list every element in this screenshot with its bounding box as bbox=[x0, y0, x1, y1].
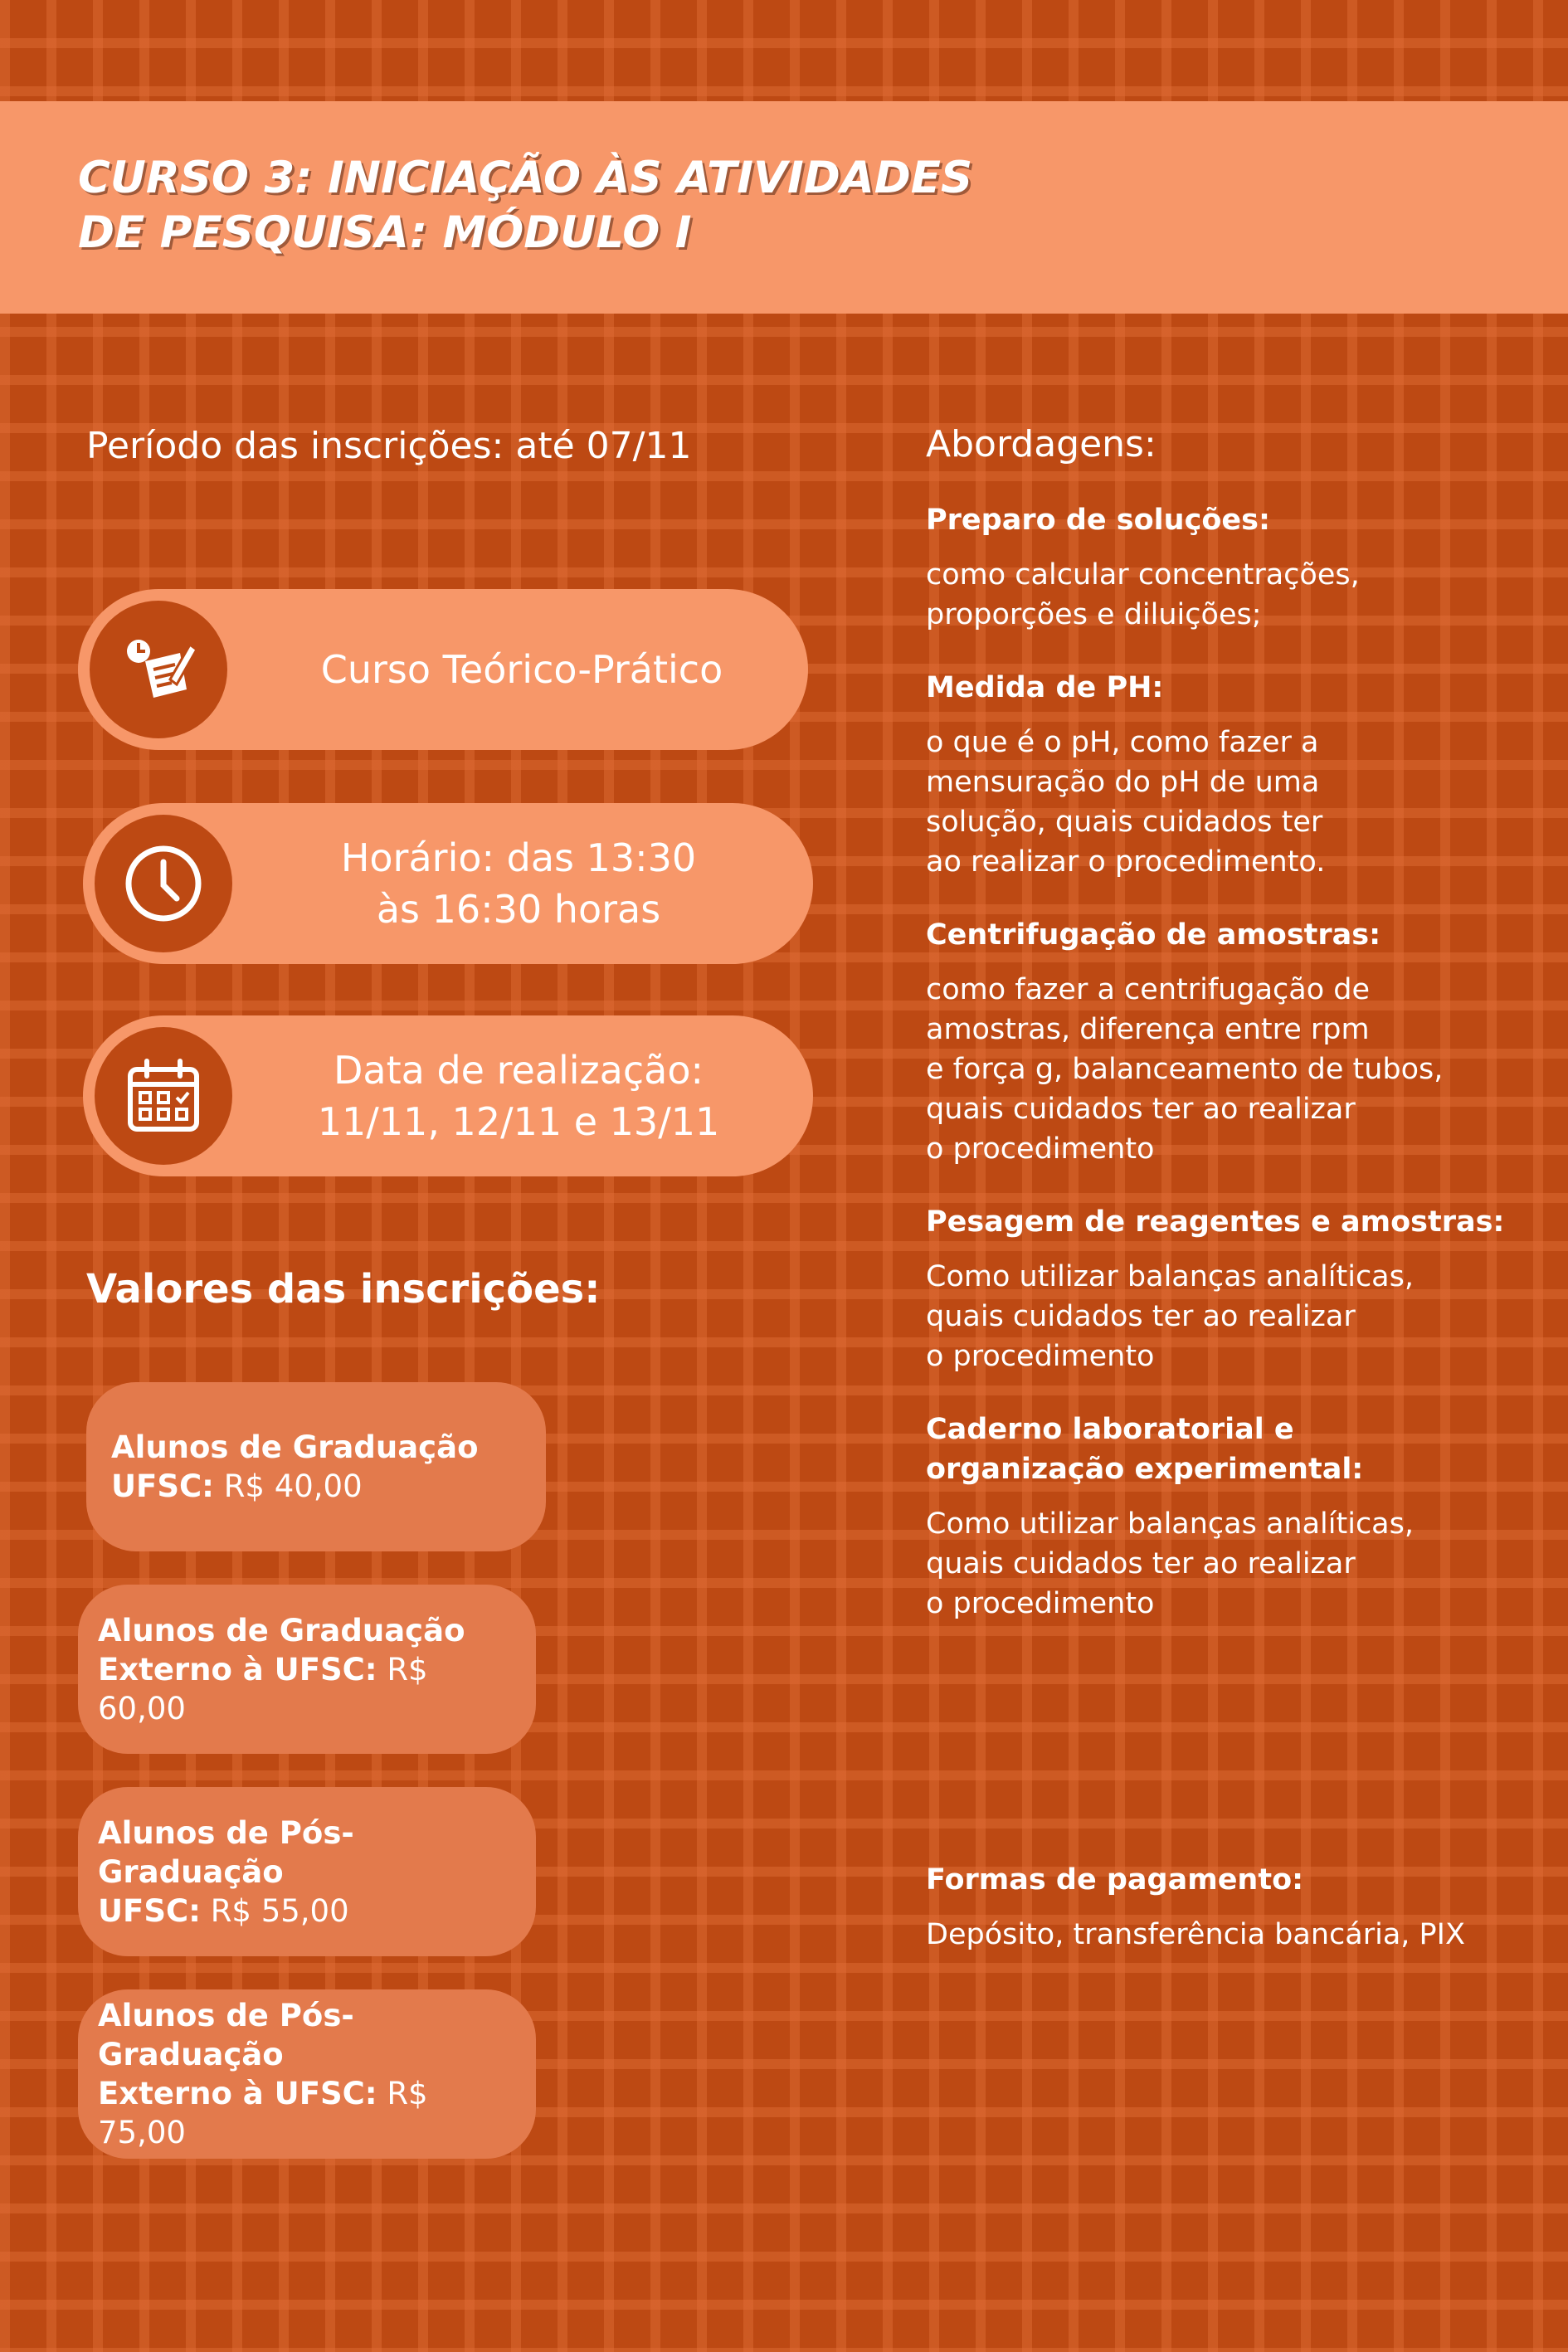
clock-icon bbox=[95, 815, 232, 952]
topic-body-line: o procedimento bbox=[926, 1132, 1155, 1166]
price-label-line-1: Alunos de Graduação bbox=[111, 1429, 479, 1465]
topic-title: Medida de PH: bbox=[926, 671, 1164, 704]
topic-body-line: ao realizar o procedimento. bbox=[926, 845, 1326, 879]
price-label-line-2: Externo à UFSC: bbox=[98, 2076, 377, 2111]
page-title-line-2: DE PESQUISA: MÓDULO I bbox=[78, 207, 692, 258]
price-label-line-1: Alunos de Pós-Graduação bbox=[98, 1814, 354, 1890]
topic-weighing bbox=[926, 1202, 1548, 1376]
topic-title: Caderno laboratorial e bbox=[926, 1413, 1294, 1446]
payment-body: Depósito, transferência bancária, PIX bbox=[926, 1918, 1465, 1951]
date-pill bbox=[83, 1015, 813, 1176]
topic-body-line: solução, quais cuidados ter bbox=[926, 806, 1323, 839]
course-type-text: Curso Teórico-Prático bbox=[320, 647, 723, 692]
topic-body-line: quais cuidados ter ao realizar bbox=[926, 1300, 1356, 1333]
price-card-pos-ufsc bbox=[78, 1787, 536, 1956]
price-value: R$ 40,00 bbox=[223, 1468, 363, 1504]
topic-title: Centrifugação de amostras: bbox=[926, 918, 1381, 952]
topic-body-line: Como utilizar balanças analíticas, bbox=[926, 1260, 1414, 1293]
title-banner bbox=[0, 101, 1568, 314]
topic-body-line: o procedimento bbox=[926, 1340, 1155, 1373]
price-label-line-1: Alunos de Pós-Graduação bbox=[98, 1998, 354, 2072]
registration-period: Período das inscrições: até 07/11 bbox=[86, 425, 692, 467]
calendar-icon bbox=[95, 1027, 232, 1165]
notebook-pen-icon bbox=[90, 601, 227, 738]
topic-lab-notebook bbox=[926, 1410, 1548, 1624]
topic-title: organização experimental: bbox=[926, 1453, 1364, 1486]
price-value: R$ 60,00 bbox=[98, 1651, 428, 1726]
topic-body-line: mensuração do pH de uma bbox=[926, 766, 1320, 799]
topic-title: Pesagem de reagentes e amostras: bbox=[926, 1205, 1505, 1239]
topic-centrifugation bbox=[926, 915, 1548, 1169]
date-line-1: Data de realização: bbox=[334, 1048, 704, 1093]
topic-body-line: proporções e diluições; bbox=[926, 598, 1262, 631]
price-card-grad-ufsc bbox=[86, 1382, 546, 1551]
course-type-pill bbox=[78, 589, 808, 750]
page-title-line-1: CURSO 3: INICIAÇÃO ÀS ATIVIDADES bbox=[78, 153, 973, 203]
topic-body-line: e força g, balanceamento de tubos, bbox=[926, 1053, 1444, 1086]
topic-ph bbox=[926, 668, 1548, 882]
topic-title: Preparo de soluções: bbox=[926, 504, 1270, 537]
price-value: R$ 55,00 bbox=[210, 1892, 349, 1929]
date-line-2: 11/11, 12/11 e 13/11 bbox=[317, 1099, 720, 1144]
topic-body-line: amostras, diferença entre rpm bbox=[926, 1013, 1370, 1046]
schedule-pill bbox=[83, 803, 813, 964]
topic-solutions bbox=[926, 500, 1548, 635]
values-heading: Valores das inscrições: bbox=[86, 1266, 601, 1312]
payment-section bbox=[926, 1860, 1556, 1988]
price-label-line-2: UFSC: bbox=[111, 1468, 214, 1504]
price-label-line-2: UFSC: bbox=[98, 1892, 201, 1929]
price-label-line-1: Alunos de Graduação bbox=[98, 1612, 465, 1648]
topic-body-line: o procedimento bbox=[926, 1587, 1155, 1620]
payment-title: Formas de pagamento: bbox=[926, 1863, 1304, 1897]
topic-body-line: quais cuidados ter ao realizar bbox=[926, 1093, 1356, 1126]
price-card-grad-external bbox=[78, 1585, 536, 1754]
topic-body-line: como fazer a centrifugação de bbox=[926, 973, 1370, 1006]
schedule-line-1: Horário: das 13:30 bbox=[340, 835, 697, 880]
topics-column bbox=[926, 423, 1548, 1657]
topic-body-line: o que é o pH, como fazer a bbox=[926, 726, 1319, 759]
topic-body-line: quais cuidados ter ao realizar bbox=[926, 1547, 1356, 1580]
price-card-pos-external bbox=[78, 1989, 536, 2159]
page-title bbox=[78, 151, 1488, 261]
topic-body-line: Como utilizar balanças analíticas, bbox=[926, 1507, 1414, 1541]
schedule-line-2: às 16:30 horas bbox=[376, 887, 661, 932]
price-value: R$ 75,00 bbox=[98, 2076, 428, 2150]
topic-body-line: como calcular concentrações, bbox=[926, 558, 1360, 592]
price-label-line-2: Externo à UFSC: bbox=[98, 1651, 377, 1687]
topics-heading: Abordagens: bbox=[926, 423, 1157, 465]
